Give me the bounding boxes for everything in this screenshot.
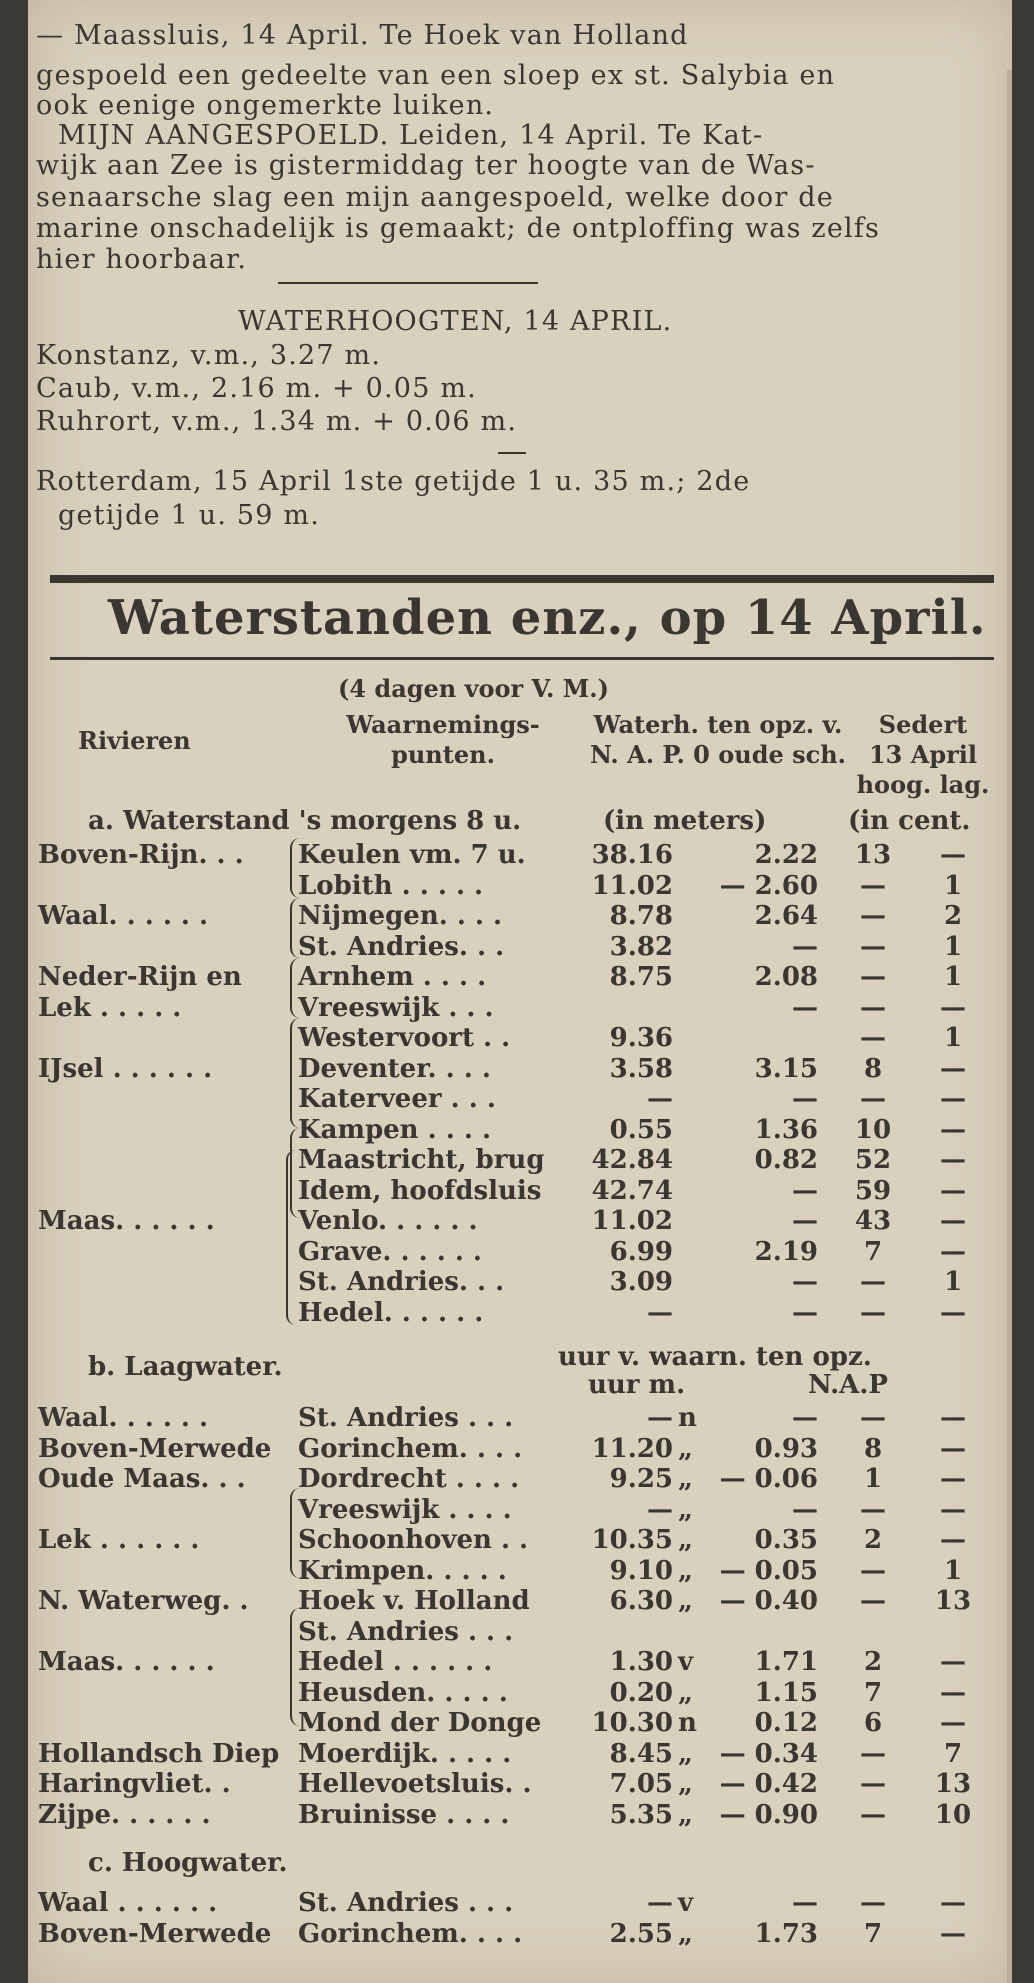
river-cell: Waal. . . . . .: [38, 901, 209, 931]
high-cell: —: [860, 870, 886, 901]
nap-cell: 0.82: [754, 1145, 818, 1175]
river-cell: Boven-Merwede: [38, 1918, 272, 1949]
value-cell: 7.05: [609, 1769, 673, 1799]
high-cell: —: [860, 931, 886, 962]
unit-cell: „: [678, 1555, 693, 1586]
table-row: [28, 1237, 1012, 1267]
table-row: [28, 1617, 1012, 1647]
section-b-title: b. Laagwater.: [88, 1352, 283, 1382]
station-cell: St. Andries. . .: [298, 931, 505, 962]
low-cell: —: [940, 1464, 966, 1494]
waterhoogten-line: Caub, v.m., 2.16 m. + 0.05 m.: [36, 373, 477, 404]
station-cell: Idem, hoofdsluis: [298, 1175, 542, 1206]
section-a-unit: (in meters): [603, 806, 767, 836]
unit-cell: n: [678, 1403, 697, 1433]
high-cell: 7: [863, 1236, 883, 1267]
river-cell: IJsel . . . . . .: [38, 1053, 213, 1084]
value-cell: 9.25: [609, 1464, 673, 1494]
value-cell: 6.99: [609, 1236, 673, 1267]
low-cell: 7: [943, 1738, 963, 1769]
nap-cell: 1.36: [754, 1114, 818, 1145]
nap-cell: —: [792, 1206, 818, 1236]
intro-line: ook eenige ongemerkte luiken.: [36, 90, 495, 121]
value-cell: —: [647, 1297, 673, 1328]
station-cell: Hedel. . . . . .: [298, 1297, 484, 1328]
river-cell: Zijpe. . . . . .: [38, 1799, 211, 1830]
nap-cell: 1.15: [754, 1677, 818, 1708]
table-row: [28, 1769, 1012, 1799]
station-cell: Moerdijk. . . . .: [298, 1738, 512, 1769]
nap-cell: 2.19: [754, 1236, 818, 1267]
station-cell: Vreeswijk . . . .: [298, 1494, 512, 1525]
table-row: [28, 1525, 1012, 1555]
value-cell: 38.16: [591, 840, 673, 870]
unit-cell: „: [678, 1799, 693, 1830]
table-row: [28, 1434, 1012, 1464]
station-cell: St. Andries . . .: [298, 1403, 514, 1433]
value-cell: 10.30: [591, 1708, 673, 1738]
low-cell: —: [940, 1918, 966, 1949]
station-cell: Keulen vm. 7 u.: [298, 840, 526, 870]
table-row: [28, 1888, 1012, 1918]
station-cell: Hoek v. Holland: [298, 1586, 530, 1616]
value-cell: 11.20: [591, 1433, 673, 1464]
station-cell: Venlo. . . . . .: [298, 1206, 478, 1236]
nap-cell: —: [792, 1403, 818, 1433]
unit-cell: „: [678, 1918, 693, 1949]
low-cell: —: [940, 840, 966, 870]
value-cell: 3.09: [609, 1267, 673, 1297]
high-cell: —: [860, 1297, 886, 1328]
intro-line: senaarsche slag een mijn aangespoeld, welke door de: [36, 182, 834, 213]
low-cell: —: [940, 1053, 966, 1084]
table-row: [28, 1267, 1012, 1297]
high-cell: —: [860, 1403, 886, 1433]
table-row: [28, 1176, 1012, 1206]
low-cell: —: [940, 1433, 966, 1464]
nap-cell: — 0.42: [719, 1769, 818, 1799]
unit-cell: „: [678, 1769, 693, 1799]
value-cell: —: [647, 1403, 673, 1433]
high-cell: 10: [854, 1114, 892, 1145]
section-b-header: N.A.P: [808, 1370, 888, 1400]
nap-cell: —: [792, 931, 818, 962]
station-cell: St. Andries . . .: [298, 1616, 514, 1647]
table-row: [28, 1084, 1012, 1114]
low-cell: —: [940, 1175, 966, 1206]
low-cell: —: [940, 1084, 966, 1114]
nap-cell: — 0.34: [719, 1738, 818, 1769]
table-row: [28, 1800, 1012, 1830]
table-row: [28, 993, 1012, 1023]
station-cell: Deventer. . . .: [298, 1053, 491, 1084]
table-row: [28, 1115, 1012, 1145]
nap-cell: 0.12: [754, 1708, 818, 1738]
section-c-title: c. Hoogwater.: [88, 1848, 288, 1878]
divider: [278, 282, 538, 284]
station-cell: Vreeswijk . . .: [298, 992, 494, 1023]
table-row: [28, 901, 1012, 931]
station-cell: Mond der Donge: [298, 1708, 542, 1738]
station-cell: Westervoort . .: [298, 1023, 511, 1053]
intro-line: — Maassluis, 14 April. Te Hoek van Holland: [36, 20, 689, 51]
high-cell: 2: [863, 1647, 883, 1677]
table-row: [28, 1206, 1012, 1236]
low-cell: —: [940, 1145, 966, 1175]
station-cell: Schoonhoven . .: [298, 1525, 529, 1555]
river-cell: Waal. . . . . .: [38, 1403, 209, 1433]
value-cell: 9.10: [609, 1555, 673, 1586]
low-cell: 1: [943, 1267, 963, 1297]
table-row: [28, 962, 1012, 992]
table-row: [28, 1145, 1012, 1175]
station-cell: Dordrecht . . . .: [298, 1464, 520, 1494]
high-cell: 52: [854, 1145, 892, 1175]
nap-cell: —: [792, 1494, 818, 1525]
column-header-waterhoogte: Waterh. ten opz. v. N. A. P. 0 oude sch.: [589, 710, 847, 769]
value-cell: 3.82: [609, 931, 673, 962]
unit-cell: „: [678, 1494, 693, 1525]
low-cell: 1: [943, 962, 963, 992]
station-cell: Gorinchem. . . .: [298, 1918, 523, 1949]
section-b-header: uur m.: [588, 1370, 686, 1400]
section-a-unit-cent: (in cent.: [848, 806, 971, 836]
table-subtitle: (4 dagen voor V. M.): [338, 674, 609, 703]
low-cell: —: [940, 1525, 966, 1555]
waterhoogten-line: Rotterdam, 15 April 1ste getijde 1 u. 35 m.; 2de: [36, 466, 751, 497]
high-cell: —: [860, 1586, 886, 1616]
unit-cell: „: [678, 1586, 693, 1616]
high-cell: 13: [854, 840, 892, 870]
river-cell: Haringvliet. .: [38, 1769, 231, 1799]
nap-cell: 1.73: [754, 1918, 818, 1949]
table-row: [28, 1464, 1012, 1494]
nap-cell: 2.22: [754, 840, 818, 870]
high-cell: 6: [863, 1708, 883, 1738]
high-cell: —: [860, 1494, 886, 1525]
low-cell: 1: [943, 1023, 963, 1053]
table-row: [28, 1739, 1012, 1769]
high-cell: 7: [863, 1918, 883, 1949]
waterhoogten-title: WATERHOOGTEN, 14 APRIL.: [238, 306, 673, 337]
nap-cell: — 2.60: [719, 870, 818, 901]
value-cell: 10.35: [591, 1525, 673, 1555]
value-cell: 8.45: [609, 1738, 673, 1769]
high-cell: 8: [863, 1053, 883, 1084]
table-row: [28, 840, 1012, 870]
low-cell: —: [940, 1236, 966, 1267]
low-cell: —: [940, 1708, 966, 1738]
station-cell: Arnhem . . . .: [298, 962, 487, 992]
table-row: [28, 1647, 1012, 1677]
low-cell: —: [940, 1677, 966, 1708]
value-cell: 2.55: [609, 1918, 673, 1949]
unit-cell: „: [678, 1464, 693, 1494]
low-cell: 1: [943, 1555, 963, 1586]
high-cell: —: [860, 1799, 886, 1830]
river-cell: Maas. . . . . .: [38, 1647, 215, 1677]
table-row: [28, 1556, 1012, 1586]
table-row: [28, 1495, 1012, 1525]
newspaper-clipping: [28, 0, 1012, 1983]
value-cell: 3.58: [609, 1053, 673, 1084]
low-cell: —: [940, 1206, 966, 1236]
high-cell: —: [860, 1267, 886, 1297]
table-row: [28, 1023, 1012, 1053]
high-cell: 59: [854, 1175, 892, 1206]
low-cell: 10: [934, 1799, 972, 1830]
river-cell: Neder-Rijn en: [38, 962, 242, 992]
station-cell: Maastricht, brug: [298, 1145, 545, 1175]
river-cell: Boven-Rijn. . .: [38, 840, 244, 870]
nap-cell: 2.64: [754, 901, 818, 931]
high-cell: 8: [863, 1433, 883, 1464]
nap-cell: — 0.90: [719, 1799, 818, 1830]
low-cell: 13: [934, 1769, 972, 1799]
low-cell: —: [940, 1888, 966, 1918]
station-cell: Heusden. . . . .: [298, 1677, 508, 1708]
table-row: [28, 1403, 1012, 1433]
nap-cell: 1.71: [754, 1647, 818, 1677]
value-cell: 42.74: [591, 1175, 673, 1206]
table-row: [28, 1586, 1012, 1616]
river-cell: Lek . . . . . .: [38, 1525, 200, 1555]
value-cell: —: [647, 1888, 673, 1918]
section-b-header: uur v. waarn. ten opz.: [558, 1342, 872, 1372]
value-cell: 5.35: [609, 1799, 673, 1830]
value-cell: —: [647, 1494, 673, 1525]
nap-cell: — 0.06: [719, 1464, 818, 1494]
station-cell: Katerveer . . .: [298, 1084, 496, 1114]
unit-cell: „: [678, 1525, 693, 1555]
nap-cell: —: [792, 1888, 818, 1918]
page-title: Waterstanden enz., op 14 April.: [108, 590, 987, 646]
divider: [50, 657, 994, 660]
nap-cell: —: [792, 1297, 818, 1328]
river-cell: Hollandsch Diep: [38, 1738, 280, 1769]
station-cell: Nijmegen. . . .: [298, 901, 503, 931]
nap-cell: — 0.40: [719, 1586, 818, 1616]
unit-cell: v: [678, 1888, 694, 1918]
nap-cell: 0.93: [754, 1433, 818, 1464]
station-cell: Hedel . . . . . .: [298, 1647, 493, 1677]
nap-cell: —: [792, 992, 818, 1023]
column-header-sedert: Sedert 13 April hoog. lag.: [856, 710, 990, 799]
value-cell: 11.02: [591, 870, 673, 901]
nap-cell: —: [792, 1175, 818, 1206]
high-cell: 1: [863, 1464, 883, 1494]
value-cell: —: [647, 1084, 673, 1114]
nap-cell: 2.08: [754, 962, 818, 992]
intro-line: marine onschadelijk is gemaakt; de ontploffing was zelfs: [36, 213, 881, 244]
value-cell: 1.30: [609, 1647, 673, 1677]
value-cell: 0.55: [609, 1114, 673, 1145]
nap-cell: — 0.05: [719, 1555, 818, 1586]
high-cell: 7: [863, 1677, 883, 1708]
low-cell: 1: [943, 870, 963, 901]
table-row: [28, 871, 1012, 901]
divider: [498, 452, 526, 454]
station-cell: Gorinchem. . . .: [298, 1433, 523, 1464]
station-cell: Krimpen. . . . .: [298, 1555, 507, 1586]
station-cell: Grave. . . . . .: [298, 1236, 482, 1267]
station-cell: Hellevoetsluis. .: [298, 1769, 532, 1799]
high-cell: —: [860, 1769, 886, 1799]
high-cell: —: [860, 1023, 886, 1053]
intro-line: hier hoorbaar.: [36, 244, 248, 275]
table-row: [28, 1054, 1012, 1084]
nap-cell: 0.35: [754, 1525, 818, 1555]
river-cell: N. Waterweg. .: [38, 1586, 249, 1616]
high-cell: —: [860, 1555, 886, 1586]
waterhoogten-line: Ruhrort, v.m., 1.34 m. + 0.06 m.: [36, 406, 518, 437]
high-cell: —: [860, 1084, 886, 1114]
river-cell: Boven-Merwede: [38, 1433, 272, 1464]
high-cell: —: [860, 901, 886, 931]
low-cell: 13: [934, 1586, 972, 1616]
low-cell: 1: [943, 931, 963, 962]
value-cell: 8.75: [609, 962, 673, 992]
high-cell: —: [860, 962, 886, 992]
value-cell: 6.30: [609, 1586, 673, 1616]
value-cell: 11.02: [591, 1206, 673, 1236]
section-a-title: a. Waterstand 's morgens 8 u.: [88, 806, 522, 836]
intro-line: wijk aan Zee is gistermiddag ter hoogte van de Was-: [36, 150, 816, 181]
value-cell: 8.78: [609, 901, 673, 931]
column-header-rivieren: Rivieren: [78, 726, 191, 755]
low-cell: 2: [943, 901, 963, 931]
value-cell: 9.36: [609, 1023, 673, 1053]
station-cell: Bruinisse . . . .: [298, 1799, 510, 1830]
table-row: [28, 1678, 1012, 1708]
low-cell: —: [940, 1494, 966, 1525]
unit-cell: v: [678, 1647, 694, 1677]
high-cell: 2: [863, 1525, 883, 1555]
table-row: [28, 1298, 1012, 1328]
table-row: [28, 1708, 1012, 1738]
column-header-punten: Waarnemings- punten.: [346, 710, 540, 769]
high-cell: 43: [854, 1206, 892, 1236]
waterhoogten-line: Konstanz, v.m., 3.27 m.: [36, 340, 382, 371]
low-cell: —: [940, 1114, 966, 1145]
station-cell: Kampen . . . .: [298, 1114, 491, 1145]
table-row: [28, 932, 1012, 962]
low-cell: —: [940, 1403, 966, 1433]
unit-cell: „: [678, 1433, 693, 1464]
intro-line: gespoeld een gedeelte van een sloep ex st. Salybia en: [36, 60, 836, 91]
value-cell: 42.84: [591, 1145, 673, 1175]
table-row: [28, 1919, 1012, 1949]
value-cell: 0.20: [609, 1677, 673, 1708]
unit-cell: „: [678, 1738, 693, 1769]
station-cell: Lobith . . . . .: [298, 870, 484, 901]
low-cell: —: [940, 992, 966, 1023]
river-cell: Waal . . . . . .: [38, 1888, 218, 1918]
nap-cell: —: [792, 1267, 818, 1297]
low-cell: —: [940, 1297, 966, 1328]
river-cell: Lek . . . . .: [38, 992, 182, 1023]
unit-cell: „: [678, 1677, 693, 1708]
river-cell: Oude Maas. . .: [38, 1464, 246, 1494]
high-cell: —: [860, 992, 886, 1023]
nap-cell: 3.15: [754, 1053, 818, 1084]
station-cell: St. Andries . . .: [298, 1888, 514, 1918]
unit-cell: n: [678, 1708, 697, 1738]
river-cell: Maas. . . . . .: [38, 1206, 215, 1236]
mijn-heading-line: MIJN AANGESPOELD. Leiden, 14 April. Te Kat-: [58, 120, 764, 151]
high-cell: —: [860, 1888, 886, 1918]
station-cell: St. Andries. . .: [298, 1267, 505, 1297]
low-cell: —: [940, 1647, 966, 1677]
heavy-rule: [50, 575, 994, 583]
waterhoogten-line: getijde 1 u. 59 m.: [58, 500, 321, 531]
nap-cell: —: [792, 1084, 818, 1114]
high-cell: —: [860, 1738, 886, 1769]
